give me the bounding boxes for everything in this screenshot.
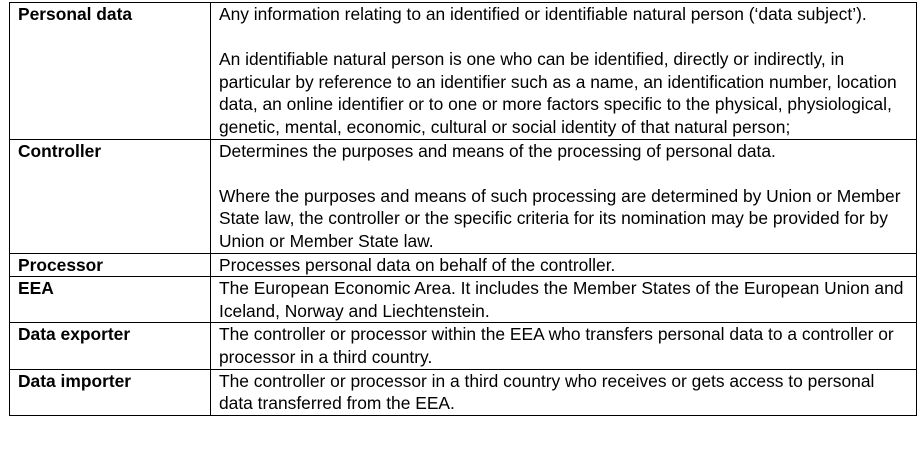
term-cell: EEA xyxy=(10,277,211,323)
definition-paragraph: Determines the purposes and means of the processing of personal data. xyxy=(219,140,776,161)
term-cell: Personal data xyxy=(10,3,211,140)
definition-paragraph: Any information relating to an identified or identifiable natural person (‘data subject’). xyxy=(219,4,867,24)
term-cell: Processor xyxy=(10,253,211,277)
table-row xyxy=(10,369,917,415)
definition-cell xyxy=(211,277,917,323)
definition-cell xyxy=(211,323,917,369)
term-cell: Controller xyxy=(10,139,211,253)
definition-paragraph: An identifiable natural person is one who can be identified, directly or indirectly, in particular by reference to an identifier such as a name, an identification number, location data, an online identifier or to one or more factors specific to the physical, physiological, genetic, mental, economic, cultural or social identity of that natural person; xyxy=(219,49,897,137)
definition-cell xyxy=(211,253,917,277)
definitions-table xyxy=(9,2,917,416)
definition-cell xyxy=(211,369,917,415)
definition-paragraph: The European Economic Area. It includes the Member States of the European Union and Iceland, Norway and Liechtenstein. xyxy=(219,278,904,321)
term-cell: Data importer xyxy=(10,369,211,415)
definition-paragraph: The controller or processor within the EEA who transfers personal data to a controller or processor in a third country. xyxy=(219,324,894,367)
table-row xyxy=(10,323,917,369)
term-cell: Data exporter xyxy=(10,323,211,369)
definition-paragraph: The controller or processor in a third country who receives or gets access to personal data transferred from the EEA. xyxy=(219,370,875,414)
definition-cell xyxy=(211,139,917,253)
definition-paragraph: Processes personal data on behalf of the controller. xyxy=(219,254,616,275)
definition-paragraph: Where the purposes and means of such processing are determined by Union or Member State law, the controller or the specific criteria for its nomination may be provided for by Union or Member State law. xyxy=(219,185,901,251)
table-row xyxy=(10,277,917,323)
table-row xyxy=(10,3,917,140)
table-row xyxy=(10,139,917,253)
definition-cell xyxy=(211,3,917,140)
table-row xyxy=(10,253,917,277)
